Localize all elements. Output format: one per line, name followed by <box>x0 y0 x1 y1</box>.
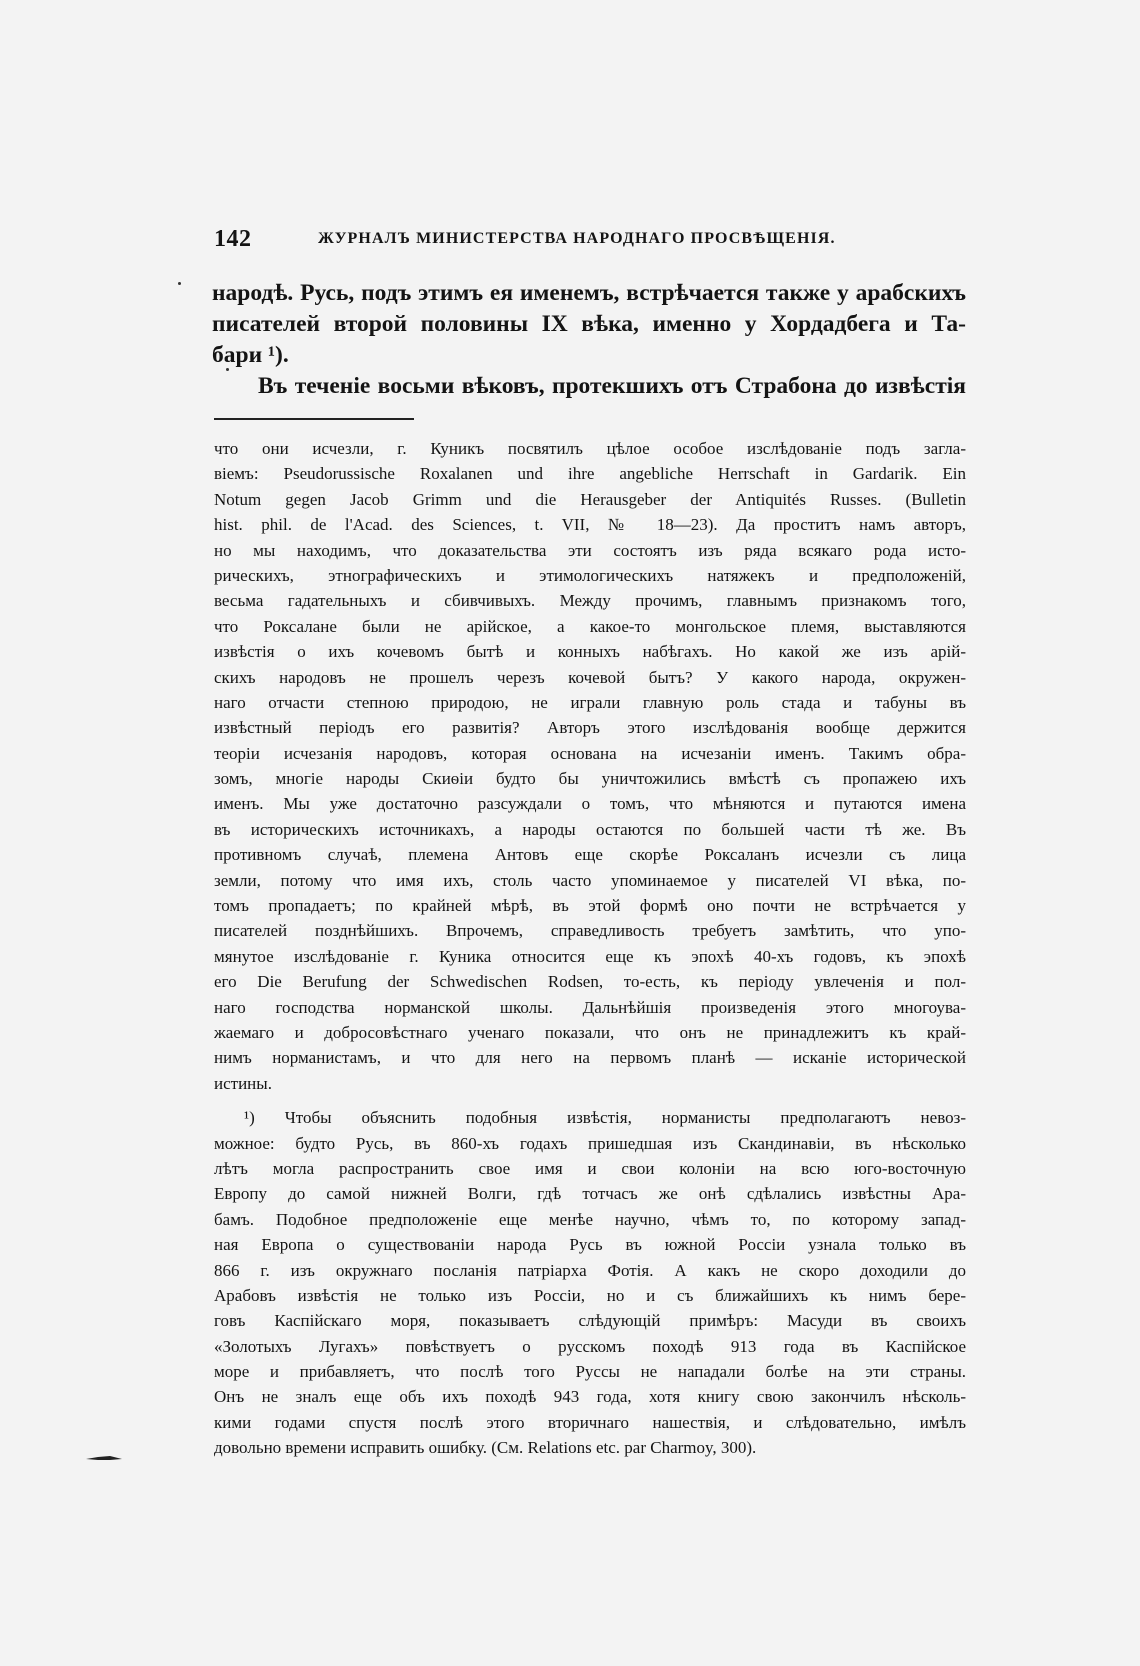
binding-mark <box>86 1455 122 1461</box>
footnote-line: мянутое изслѣдованіе г. Куника относится еще къ эпохѣ 40-хъ годовъ, къ эпохѣ <box>214 946 966 966</box>
footnote-separator <box>214 418 414 420</box>
footnote-line: что Роксалане были не арійское, а какое-то монгольское племя, выставляются <box>214 616 966 636</box>
footnote-line: что они исчезли, г. Куникъ посвятилъ цѣлое особое изслѣдованіе подъ загла- <box>214 439 966 458</box>
footnote-line: море и прибавляетъ, что послѣ того Руссы не нападали болѣе на эти страны. <box>214 1362 966 1382</box>
footnote-line: весьма гадательныхъ и сбивчивыхъ. Между прочимъ, главнымъ признакомъ того, <box>214 591 966 611</box>
footnote-line: извѣстный періодъ его развитія? Авторъ этого изслѣдованія вообще держится <box>214 718 966 738</box>
footnote-line: жаемаго и добросовѣстнаго ученаго показали, что онъ не принадлежитъ къ край- <box>214 1022 966 1042</box>
margin-speck <box>226 368 229 371</box>
footnote-line: наго господства норманской школы. Дальнѣйшія произведенія этого многоува- <box>214 997 966 1017</box>
running-title: ЖУРНАЛЪ МИНИСТЕРСТВА НАРОДНАГО ПРОСВѢЩЕНІЯ. <box>318 230 836 247</box>
main-text-line: бари ¹). <box>212 342 289 368</box>
footnote-line: въ историческихъ источникахъ, а народы остаются по большей части тѣ же. Въ <box>214 819 966 839</box>
footnote-gap <box>214 1096 966 1105</box>
footnote-line: томъ пропадаетъ; по крайней мѣрѣ, въ этой формѣ оно почти не встрѣчается у <box>214 896 966 916</box>
footnote-line: но мы находимъ, что доказательства эти состоятъ изъ ряда всякаго рода исто- <box>214 540 966 560</box>
margin-speck <box>178 282 181 285</box>
footnote-line: «Золотыхъ Лугахъ» повѣствуетъ о русскомъ походѣ 913 года въ Каспійское <box>214 1336 966 1356</box>
footnote-line: кими годами спустя послѣ этого вторичнаго нашествія, и слѣдовательно, имѣлъ <box>214 1412 966 1432</box>
footnote-line: рическихъ, этнографическихъ и этимологическихъ натяжекъ и предположеній, <box>214 565 966 585</box>
main-text <box>212 278 966 402</box>
footnote-line: ная Европа о существованіи народа Русь въ южной Россіи узнала только въ <box>214 1235 966 1255</box>
footnote-line: противномъ случаѣ, племена Антовъ еще скорѣе Роксаланъ исчезли съ лица <box>214 845 966 865</box>
footnote-line: hist. phil. de l'Acad. des Sciences, t. VII, № 18—23). Да проститъ намъ авторъ, <box>214 515 966 535</box>
page-header <box>214 226 964 258</box>
footnote-line: его Die Berufung der Schwedischen Rodsen, то-есть, къ періоду увлеченія и пол- <box>214 972 966 992</box>
footnote-line: 866 г. изъ окружнаго посланія патріарха Фотія. А какъ не скоро доходили до <box>214 1260 966 1280</box>
footnote-line: нимъ норманистамъ, и что для него на первомъ планѣ — исканіе исторической <box>214 1048 966 1068</box>
footnote-line: скихъ народовъ не прошелъ черезъ кочевой бытъ? У какого народа, окружен- <box>214 667 966 687</box>
page-number: 142 <box>214 226 252 252</box>
footnote-line: ¹) Чтобы объяснить подобныя извѣстія, норманисты предполагаютъ невоз- <box>244 1108 966 1128</box>
footnote-line: писателей позднѣйшихъ. Впрочемъ, справедливость требуетъ замѣтить, что упо- <box>214 921 966 941</box>
footnote-1 <box>214 1105 966 1460</box>
main-text-line: Въ теченіе восьми вѣковъ, протекшихъ отъ Страбона до извѣстія <box>258 373 966 399</box>
footnote-line: лѣтъ могла распространить свое имя и свои колоніи на всю юго-восточную <box>214 1158 966 1178</box>
footnote-line: Европу до самой нижней Волги, гдѣ тотчасъ же онѣ сдѣлались извѣстны Ара- <box>214 1184 966 1204</box>
footnote-line: бамъ. Подобное предположеніе еще менѣе научно, чѣмъ то, по которому запад- <box>214 1209 966 1229</box>
main-text-line: писателей второй половины IX вѣка, именно у Хордадбега и Та- <box>212 311 966 337</box>
footnotes <box>214 436 966 1461</box>
footnote-line: Notum gegen Jacob Grimm und die Herausgeber der Antiquités Russes. (Bulletin <box>214 489 966 509</box>
footnote-line: земли, потому что имя ихъ, столь часто упоминаемое у писателей VI вѣка, по- <box>214 870 966 890</box>
footnote-line: можное: будто Русь, въ 860-хъ годахъ пришедшая изъ Скандинавіи, въ нѣсколько <box>214 1133 966 1153</box>
main-text-line: народѣ. Русь, подъ этимъ ея именемъ, встрѣчается также у арабскихъ <box>212 280 966 306</box>
footnote-line: довольно времени исправить ошибку. (См. Relations etc. par Charmoy, 300). <box>214 1438 757 1458</box>
footnote-line: Арабовъ извѣстія не только изъ Россіи, но и съ ближайшихъ къ нимъ бере- <box>214 1285 966 1305</box>
footnote-line: віемъ: Pseudorussische Roxalanen und ihre angebliche Herrschaft in Gardarik. Ein <box>214 464 966 484</box>
footnote-line: Онъ не зналъ еще объ ихъ походѣ 943 года, хотя книгу свою закончилъ нѣсколь- <box>214 1387 966 1407</box>
footnote-line: извѣстія о ихъ кочевомъ бытѣ и конныхъ набѣгахъ. Но какой же изъ арій- <box>214 642 966 662</box>
footnote-line: наго отчасти степною природою, не играли главную роль стада и табуны въ <box>214 692 966 712</box>
footnote-line: говъ Каспійскаго моря, показываетъ слѣдующій примѣръ: Масуди въ своихъ <box>214 1311 966 1331</box>
footnote-continued <box>214 436 966 1096</box>
footnote-line: истины. <box>214 1073 272 1093</box>
footnote-line: именъ. Мы уже достаточно разсуждали о томъ, что мѣняются и путаются имена <box>214 794 966 814</box>
footnote-line: зомъ, многіе народы Скиѳіи будто бы уничтожились вмѣстѣ съ пропажею ихъ <box>214 769 966 789</box>
footnote-line: теоріи исчезанія народовъ, которая основана на исчезаніи именъ. Такимъ обра- <box>214 743 966 763</box>
